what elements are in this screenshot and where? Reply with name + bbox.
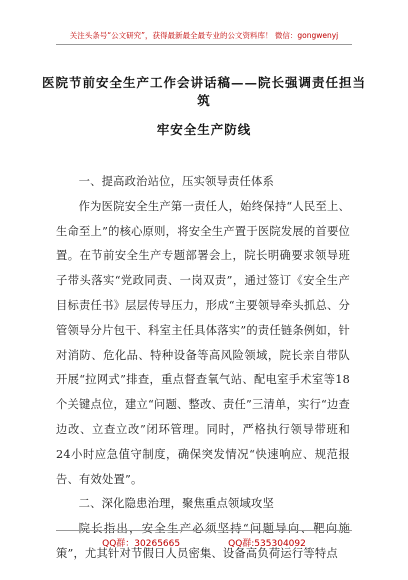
footer-contact	[0, 536, 408, 549]
header-promo-note: 关注头条号“公文研究”，获得最新最全最专业的公文资料库！ 微信：gongwenyj	[69, 31, 339, 40]
footer-qq-group-1: QQ群：30265665	[102, 539, 181, 549]
section-heading-2: 二、深化隐患治理，聚焦重点领域攻坚	[78, 497, 275, 511]
section-heading-1: 一、提高政治站位，压实领导责任体系	[78, 175, 275, 188]
header-divider	[56, 44, 352, 45]
footer-divider	[56, 530, 352, 531]
document-title-line-1: 医院节前安全生产工作会讲话稿——院长强调责任担当筑	[41, 75, 366, 108]
body-paragraph-2: 院长指出，安全生产必须坚持“问题导向、靶向施策”，尤其针对节假日人员密集、设备高负荷运行等特点	[56, 522, 350, 560]
document-body	[56, 170, 350, 567]
footer-qq-group-2: QQ群:535304092	[228, 539, 306, 549]
body-paragraph-1: 作为医院安全生产第一责任人，始终保持“人民至上、生命至上”的核心原则，将安全生产置于医院发展的首要位置。在节前安全生产专题部署会上，院长明确要求领导班子带头落实“党政同责、一岗双责”，通过签订《安全生产目标责任书》层层传导压力，形成“主要领导牵头抓总、分管领导分片包干、科室主任具体落实”的责任链条例如，针对消防、危化品、特种设备等高风险领域，院长亲自带队开展“拉网式”排查，重点督查氧气站、配电室手术室等18个关键点位，建立“问题、整改、责任”三清单，实行“边查边改、立查立改”闭环管理。同时，严格执行领导带班和24小时应急值守制度，确保突发情况“快速响应、规范报告、有效处置”。	[56, 199, 350, 486]
document-title-line-2: 牢安全生产防线	[156, 122, 252, 137]
